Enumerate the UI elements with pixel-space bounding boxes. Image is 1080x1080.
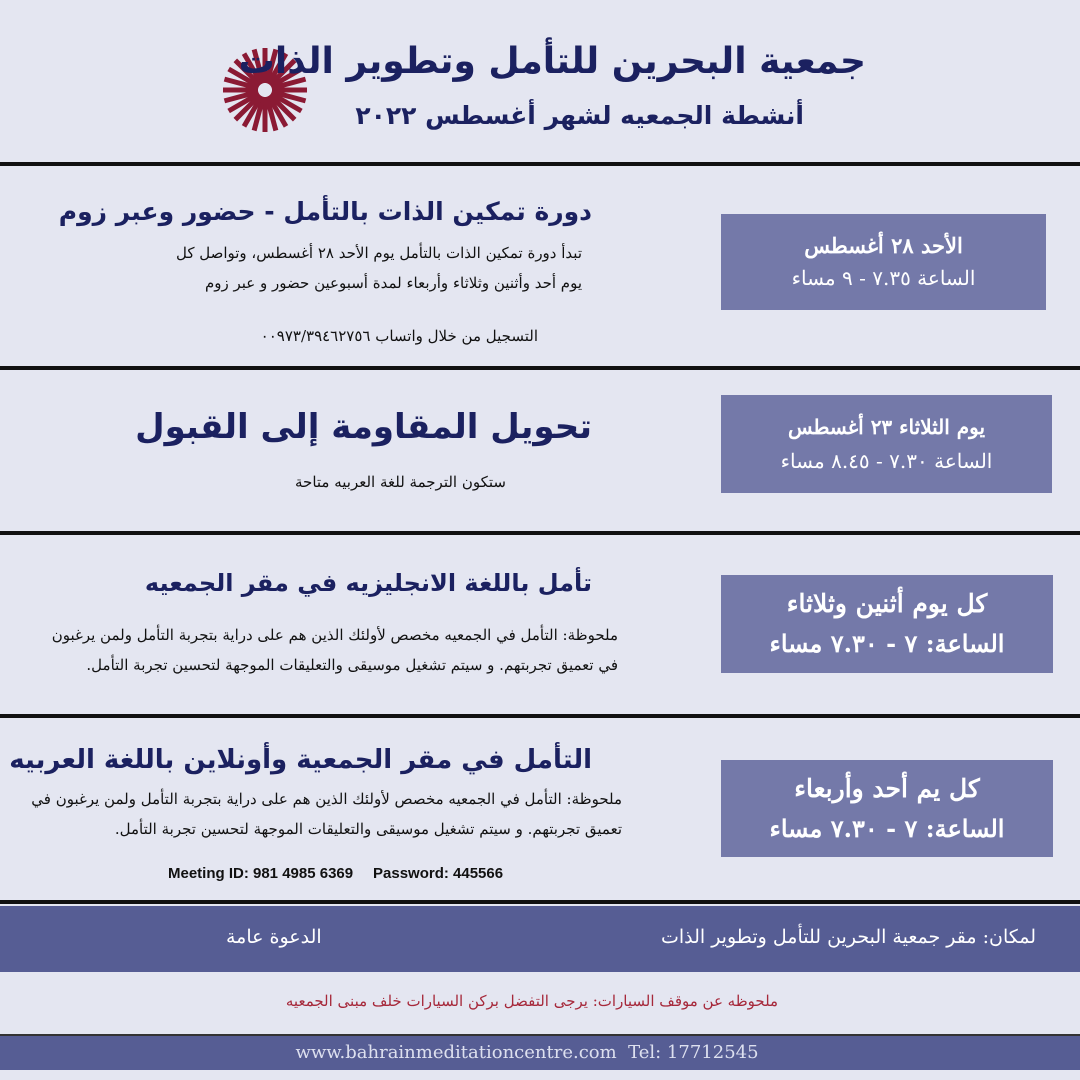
date-box [721, 214, 1046, 310]
event-description-line: يوم أحد وأثنين وثلاثاء وأربعاء لمدة أسبوعين حضور و عبر زوم [204, 274, 582, 292]
event-description-line: ملحوظة: التأمل في الجمعيه مخصص لأولئك الذين هم على دراية بتجربة التأمل ولمن يرغبون في [31, 790, 622, 808]
registration-info: التسجيل من خلال واتساب ٠٠٩٧٣/٣٩٤٦٢٧٥٦ [260, 327, 538, 345]
event-description [176, 238, 582, 298]
event-time: الساعة ٧.٣٠ - ٨.٤٥ مساء [780, 449, 993, 473]
date-box [721, 395, 1052, 493]
divider [0, 900, 1080, 904]
page-subtitle: أنشطة الجمعيه لشهر أغسطس ٢٠٢٢ [355, 101, 804, 130]
event-title: دورة تمكين الذات بالتأمل - حضور وعبر زوم [58, 197, 592, 226]
event-date: الأحد ٢٨ أغسطس [804, 233, 963, 258]
event-time: الساعة: ٧ - ٧.٣٠ مساء [769, 629, 1005, 658]
location-text: لمكان: مقر جمعية البحرين للتأمل وتطوير الذات [660, 926, 1036, 948]
location-band [0, 906, 1080, 972]
event-description-line: تبدأ دورة تمكين الذات بالتأمل يوم الأحد ٢٨ أغسطس، وتواصل كل [175, 244, 582, 262]
event-description-line: في تعميق تجربتهم. و سيتم تشغيل موسيقى والتعليقات الموجهة لتحسين تجربة التأمل. [86, 656, 618, 674]
invitation-text: الدعوة عامة [226, 926, 322, 948]
website-contact: www.bahrainmeditationcentre.com Tel: 17712545 [295, 1042, 759, 1063]
event-description [31, 784, 622, 844]
meeting-password: Password: 445566 [373, 865, 504, 882]
date-box [721, 575, 1053, 673]
divider [0, 162, 1080, 166]
event-title: تحويل المقاومة إلى القبول [135, 407, 592, 447]
event-description-line: تعميق تجربتهم. و سيتم تشغيل موسيقى والتعليقات الموجهة لتحسين تجربة التأمل. [114, 820, 622, 838]
event-description: ستكون الترجمة للغة العربيه متاحة [295, 473, 506, 491]
event-date: يوم الثلاثاء ٢٣ أغسطس [787, 415, 986, 439]
event-title: تأمل باللغة الانجليزيه في مقر الجمعيه [144, 569, 592, 597]
parking-note: ملحوظه عن موقف السيارات: يرجى التفضل بركن السيارات خلف مبنى الجمعيه [285, 992, 779, 1010]
date-box [721, 760, 1053, 857]
divider [0, 714, 1080, 718]
divider [0, 531, 1080, 535]
event-date: كل يم أحد وأربعاء [794, 773, 980, 803]
meeting-id: Meeting ID: 981 4985 6369 [168, 865, 354, 882]
event-description [52, 620, 618, 680]
event-date: كل يوم أثنين وثلاثاء [786, 589, 988, 618]
org-title: جمعية البحرين للتأمل وتطوير الذات [238, 41, 866, 82]
event-time: الساعة ٧.٣٥ - ٩ مساء [791, 266, 976, 290]
event-description-line: ملحوظة: التأمل في الجمعيه مخصص لأولئك الذين هم على دراية بتجربة التأمل ولمن يرغبون [51, 626, 618, 644]
divider [0, 366, 1080, 370]
event-title: التأمل في مقر الجمعية وأونلاين باللغة العربيه [9, 745, 592, 775]
event-time: الساعة: ٧ - ٧.٣٠ مساء [769, 813, 1005, 843]
contact-band [0, 1034, 1080, 1070]
